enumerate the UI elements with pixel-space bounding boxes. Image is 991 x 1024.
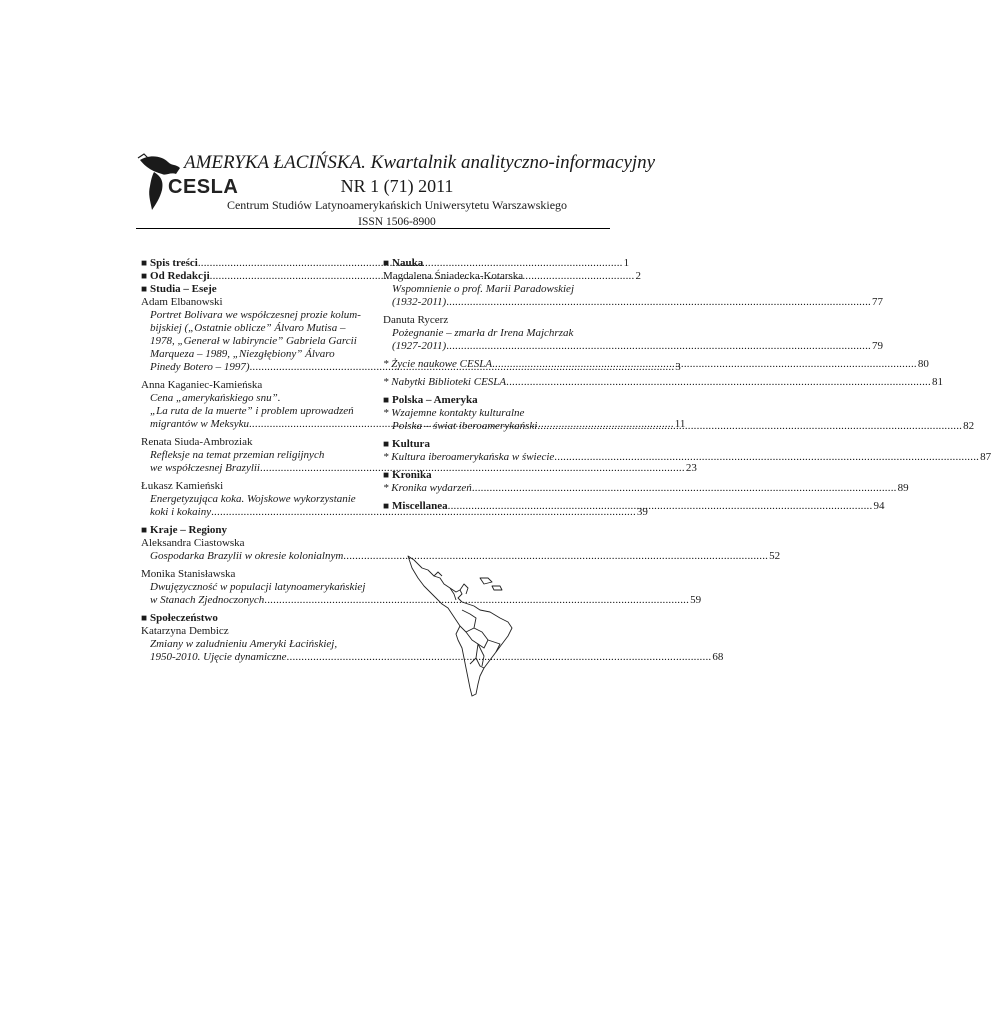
dot-leader	[446, 340, 871, 353]
issue-number: NR 1 (71) 2011	[340, 176, 454, 196]
toc-entry-nabytki[interactable]	[383, 376, 943, 389]
dot-leader	[492, 358, 917, 371]
section-label: Miscellanea	[392, 500, 448, 512]
square-bullet-icon: ■	[141, 258, 148, 269]
section-label: Społeczeństwo	[150, 612, 218, 624]
toc-entry-kultura[interactable]	[383, 451, 991, 464]
page-number: 82	[963, 420, 975, 432]
page-number: 23	[685, 462, 697, 474]
author: Magdalena Śniadecka-Kotarska	[383, 270, 524, 282]
dot-leader	[446, 296, 871, 309]
toc-entry[interactable]	[141, 568, 702, 607]
page-number: 39	[636, 506, 648, 518]
entry-title-last-line	[141, 651, 724, 664]
toc-entry[interactable]	[141, 625, 724, 664]
toc-section-kraje	[141, 524, 367, 537]
author: Danuta Rycerz	[383, 314, 449, 326]
square-bullet-icon: ■	[141, 613, 148, 624]
page-number: 1	[623, 257, 630, 269]
page-number: 11	[674, 418, 686, 430]
toc-entry[interactable]	[383, 270, 883, 309]
author: Anna Kaganiec-Kamieńska	[141, 379, 263, 391]
entry-title-line: migrantów w Meksyku	[150, 418, 249, 430]
entry-title-line: (1927-2011)	[392, 340, 447, 352]
journal-header	[136, 150, 656, 230]
section-label: Kultura	[392, 438, 430, 450]
institute-name: Centrum Studiów Latynoamerykańskich Uniwersytetu Warszawskiego	[226, 198, 568, 212]
entry-title-line: 1978, „Generał w labiryncie” Gabriela Garcii	[150, 335, 357, 347]
entry-title-line: w Stanach Zjednoczonych	[150, 594, 265, 606]
square-bullet-icon: ■	[383, 258, 390, 269]
square-bullet-icon: ■	[141, 271, 148, 282]
page-number: 2	[635, 270, 641, 282]
entry-title-line: „La ruta de la muerte” i problem uprowadzeń	[150, 405, 354, 417]
entry-title-line: Marqueza – 1989, „Niezgłębiony” Álvaro	[150, 348, 335, 360]
entry-title-line: * Wzajemne kontakty kulturalne	[383, 407, 525, 419]
toc-entry[interactable]	[141, 537, 781, 563]
toc-section-polska-ameryka	[383, 394, 609, 407]
page-number: 77	[872, 296, 883, 308]
section-label: Spis treści	[150, 257, 198, 269]
toc-section-studia	[141, 283, 367, 296]
section-label: Kraje – Regiony	[150, 524, 228, 536]
entry-title-line: Cena „amerykańskiego snu”.	[150, 392, 281, 404]
page-number: 80	[917, 358, 929, 370]
page-number: 68	[712, 651, 724, 663]
page-number: 94	[873, 500, 885, 512]
entry-title-line: Refleksje na temat przemian religijnych	[150, 449, 325, 461]
entry-title-line: * Kronika wydarzeń	[383, 482, 472, 494]
entry-title-last-line	[383, 296, 883, 309]
author: Monika Stanisławska	[141, 568, 236, 580]
page-number: 79	[872, 340, 883, 352]
entry-title-last-line	[141, 594, 702, 607]
square-bullet-icon: ■	[383, 501, 390, 512]
square-bullet-icon: ■	[383, 439, 390, 450]
toc-entry[interactable]	[383, 314, 883, 353]
entry-title-line: 1950-2010. Ujęcie dynamiczne	[150, 651, 287, 663]
page-number: 89	[897, 482, 909, 494]
latin-america-map	[404, 548, 534, 698]
dot-leader	[506, 376, 931, 389]
logo-text: CESLA	[168, 176, 239, 198]
entry-title-line: bijskiej („Ostatnie oblicze” Álvaro Mutisa –	[150, 322, 346, 334]
toc-section-spoleczenstwo	[141, 612, 367, 625]
dot-leader	[448, 500, 873, 513]
toc-section-nauka	[383, 257, 609, 270]
entry-title-line: Pinedy Botero – 1997)	[150, 361, 250, 373]
entry-title-line: Pożegnanie – zmarła dr Irena Majchrzak	[392, 327, 574, 339]
dot-leader	[537, 420, 962, 433]
author: Łukasz Kamieński	[141, 480, 224, 492]
issn: ISSN 1506-8900	[358, 216, 436, 228]
section-label: Od Redakcji	[150, 270, 210, 282]
toc-entry-kronika[interactable]	[383, 482, 909, 495]
author: Aleksandra Ciastowska	[141, 537, 245, 549]
square-bullet-icon: ■	[383, 470, 390, 481]
section-label: Polska – Ameryka	[392, 394, 478, 406]
entry-title-last-line	[383, 340, 883, 353]
entry-title-line: * Życie naukowe CESLA	[383, 358, 493, 370]
dot-leader	[472, 482, 897, 495]
entry-title-line: Zmiany w zaludnieniu Ameryki Łacińskiej,	[150, 638, 338, 650]
entry-title-line: * Kultura iberoamerykańska w świecie	[383, 451, 555, 463]
header-divider	[136, 228, 610, 229]
entry-title-line: Polska – świat iberoamerykański	[392, 420, 538, 432]
page-number: 81	[931, 376, 943, 388]
toc-section-kronika	[383, 469, 609, 482]
toc-section-kultura	[383, 438, 609, 451]
page-number: 59	[690, 594, 702, 606]
toc-entry-zycie-naukowe[interactable]	[383, 358, 929, 371]
entry-title-line: * Nabytki Biblioteki CESLA	[383, 376, 507, 388]
author: Katarzyna Dembicz	[141, 625, 229, 637]
dot-leader	[554, 451, 979, 464]
entry-title-line: Dwujęzyczność w populacji latynoamerykańskiej	[150, 581, 366, 593]
entry-title-line: Gospodarka Brazylii w okresie kolonialnym	[150, 550, 344, 562]
entry-title-line: Wspomnienie o prof. Marii Paradowskiej	[392, 283, 574, 295]
entry-title-line: Energetyzująca koka. Wojskowe wykorzystanie	[150, 493, 356, 505]
square-bullet-icon: ■	[141, 525, 148, 536]
entry-title-line: Portret Bolivara we współczesnej prozie kolum-	[150, 309, 361, 321]
square-bullet-icon: ■	[383, 395, 390, 406]
author: Renata Siuda-Ambroziak	[141, 436, 253, 448]
section-label: Nauka	[392, 257, 424, 269]
page-number: 52	[769, 550, 781, 562]
section-label: Studia – Eseje	[150, 283, 217, 295]
page-number: 3	[675, 361, 681, 373]
author: Adam Elbanowski	[141, 296, 223, 308]
page-number: 87	[980, 451, 991, 463]
entry-title-last-line	[141, 550, 781, 563]
square-bullet-icon: ■	[141, 284, 148, 295]
entry-title-line: (1932-2011)	[392, 296, 447, 308]
entry-title-line: we współczesnej Brazylii	[150, 462, 260, 474]
section-label: Kronika	[392, 469, 432, 481]
entry-title-line: koki i kokainy	[150, 506, 212, 518]
journal-title: AMERYKA ŁACIŃSKA. Kwartalnik analityczno-informacyjny	[184, 152, 656, 173]
